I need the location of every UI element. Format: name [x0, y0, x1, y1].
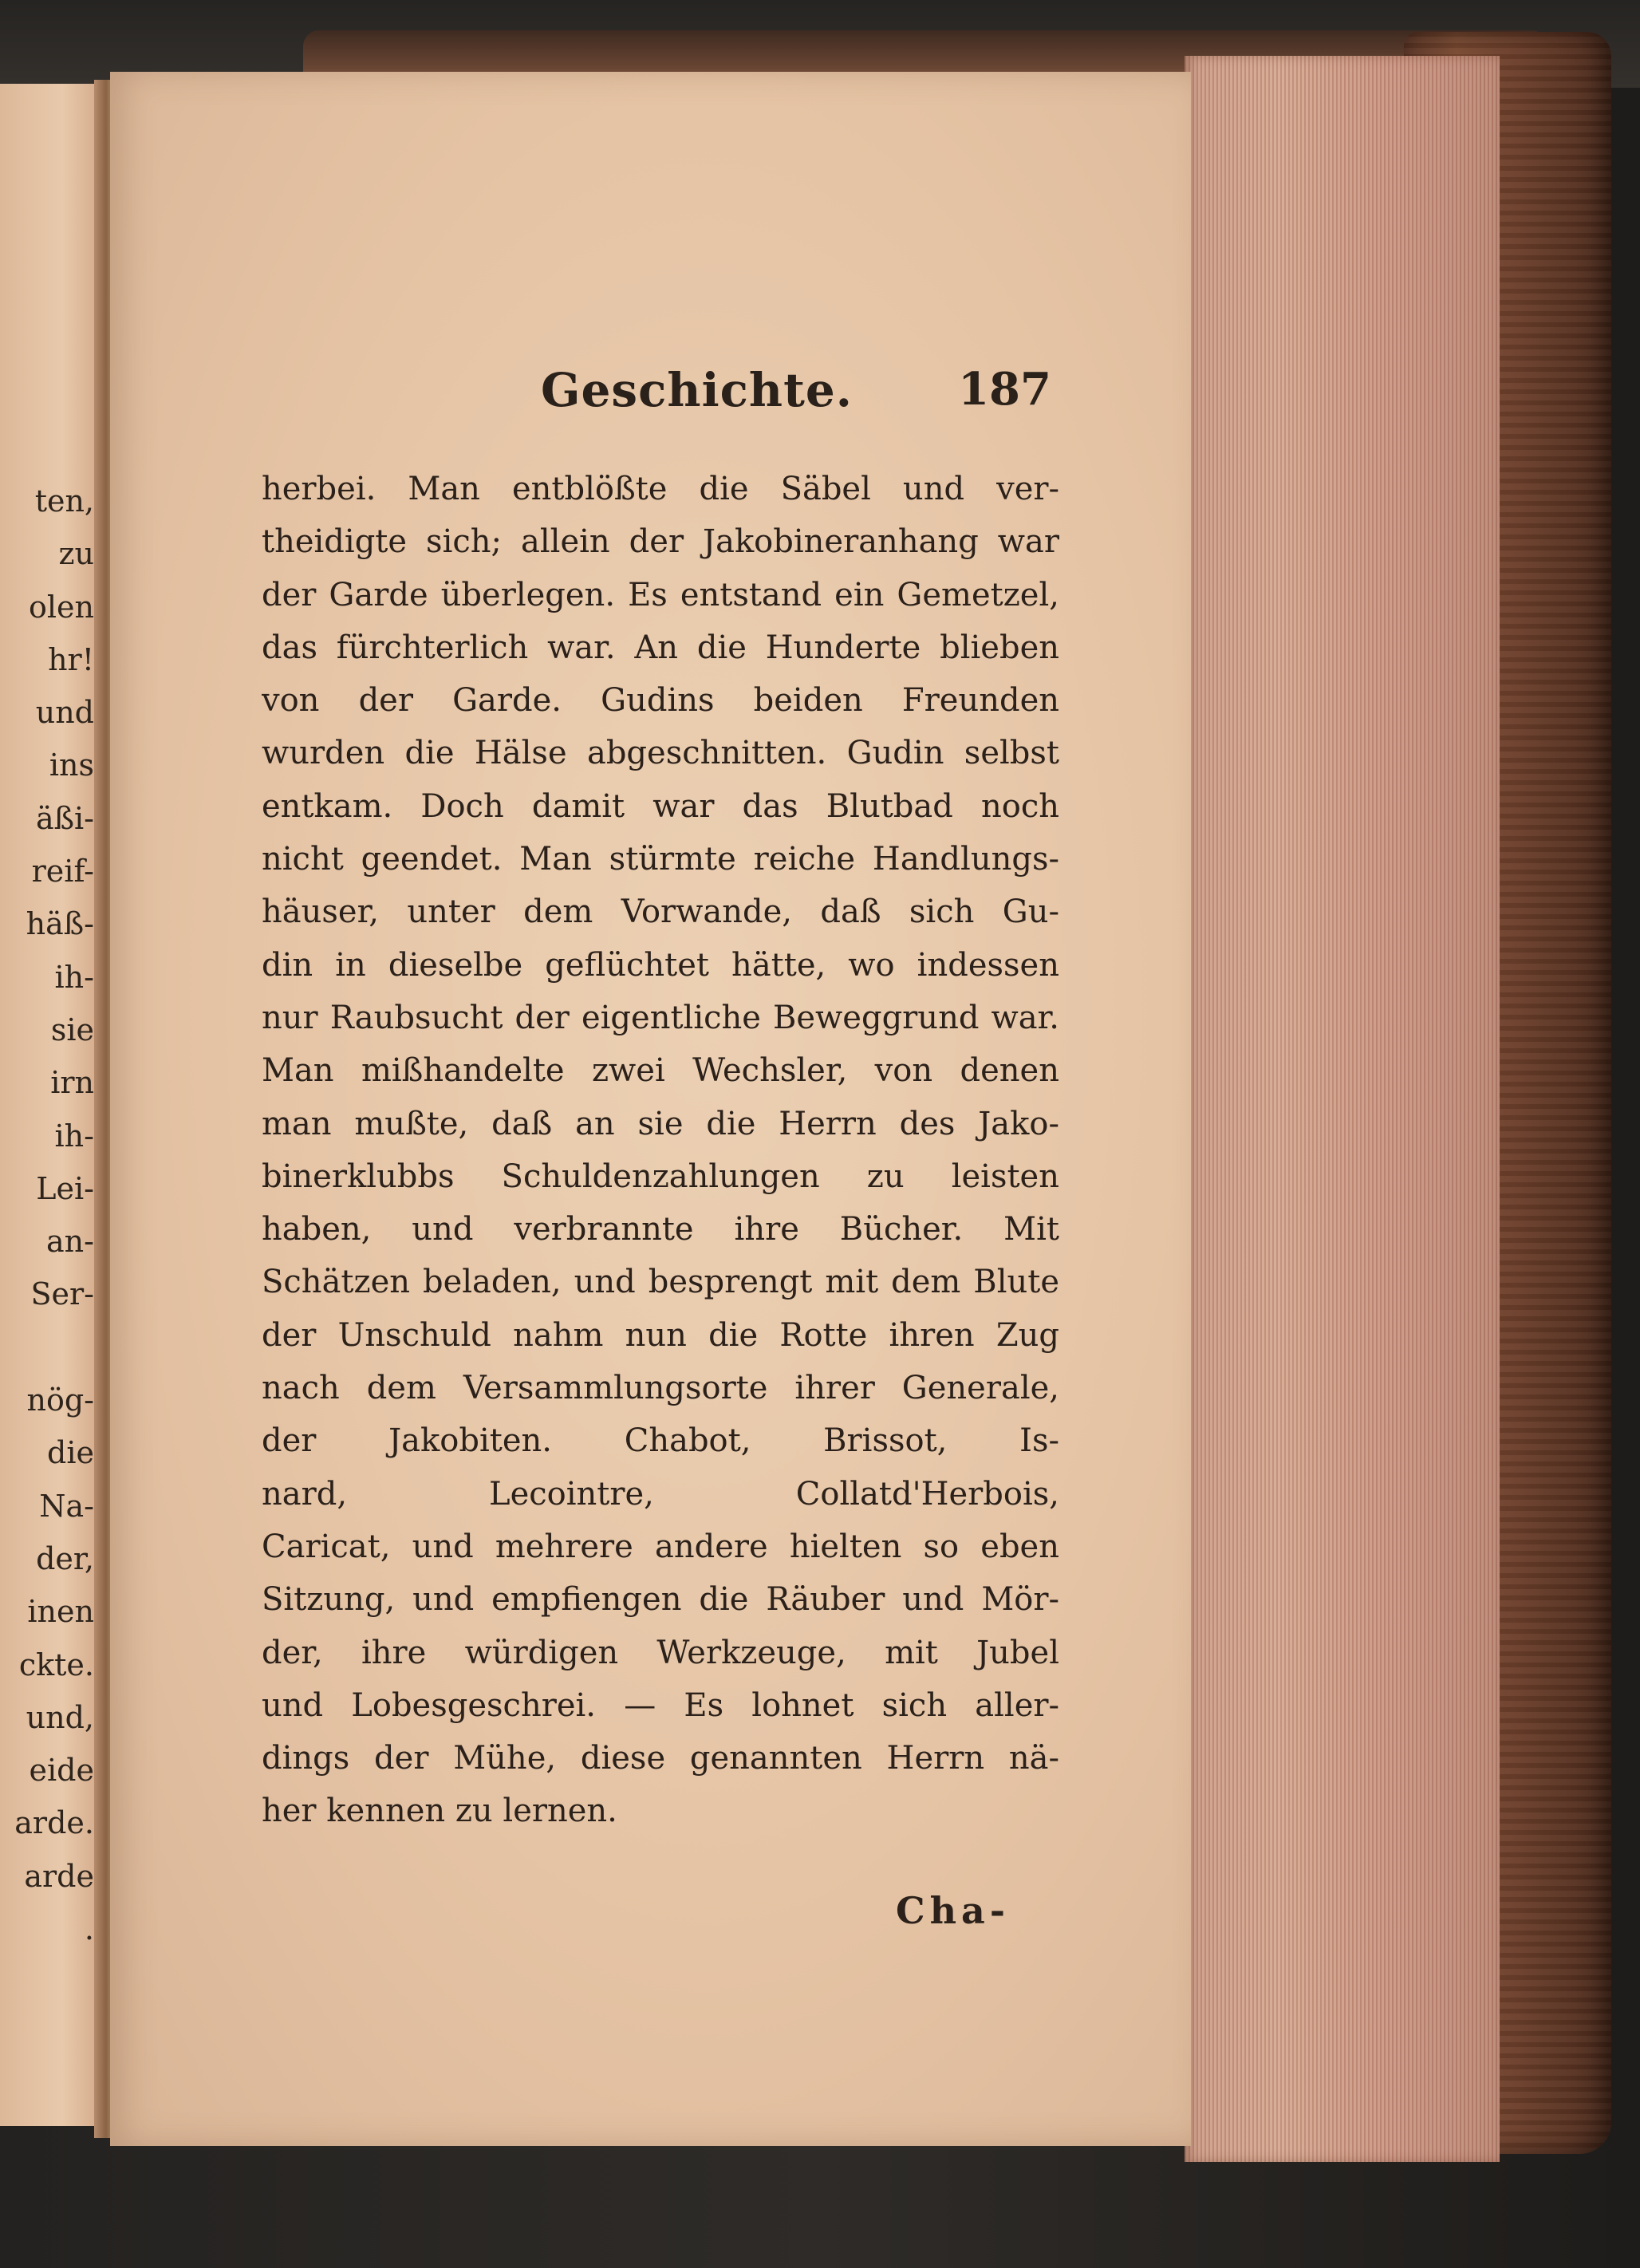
facing-line-end: arde.	[14, 1805, 94, 1841]
facing-line-end: der,	[36, 1540, 94, 1576]
text-line: theidigte sich; allein der Jakobineranhang war	[262, 523, 1059, 561]
page-fore-edge	[1185, 56, 1500, 2162]
facing-line-end: arde	[24, 1858, 94, 1894]
facing-line-end: hr!	[48, 641, 94, 677]
facing-line-end: und	[35, 695, 94, 731]
text-line: herbei. Man entblößte die Säbel und ver-	[262, 471, 1059, 507]
text-line: nicht geendet. Man stürmte reiche Handlungs-	[262, 841, 1059, 878]
text-line: Man mißhandelte zwei Wechsler, von denen	[262, 1052, 1059, 1090]
text-line: dings der Mühe, diese genannten Herrn nä-	[262, 1740, 1059, 1777]
facing-line-end: Na-	[39, 1488, 94, 1524]
text-line: nach dem Versammlungsorte ihrer Generale,	[262, 1370, 1059, 1407]
text-line: wurden die Hälse abgeschnitten. Gudin selbst	[262, 735, 1059, 772]
text-line: der Unschuld nahm nun die Rotte ihren Zug	[262, 1316, 1059, 1354]
text-line: haben, und verbrannte ihre Bücher. Mit	[262, 1211, 1059, 1248]
text-line: binerklubbs Schuldenzahlungen zu leisten	[262, 1158, 1059, 1195]
facing-page-line-ends	[0, 475, 94, 1955]
text-line: der, ihre würdigen Werkzeuge, mit Jubel	[262, 1634, 1059, 1671]
page-number: 187	[958, 363, 1051, 416]
facing-line-end: nög-	[26, 1382, 94, 1418]
text-line: nard, Lecointre, Collatd'Herbois,	[262, 1475, 1059, 1513]
text-line: der Jakobiten. Chabot, Brissot, Is-	[262, 1422, 1059, 1460]
text-line: Sitzung, und empfiengen die Räuber und Mör-	[262, 1581, 1059, 1619]
facing-line-end: häß-	[26, 906, 94, 942]
page-header	[541, 363, 1051, 427]
facing-line-end: sie	[50, 1012, 94, 1047]
facing-line-end: olen	[29, 589, 94, 625]
text-line: entkam. Doch damit war das Blutbad noch	[262, 787, 1059, 825]
facing-line-end: inen	[27, 1594, 94, 1630]
text-line: von der Garde. Gudins beiden Freunden	[262, 682, 1059, 720]
facing-line-end: an-	[46, 1224, 94, 1260]
facing-line-end: ih-	[54, 1118, 94, 1154]
body-text	[262, 463, 1059, 1838]
text-line: das fürchterlich war. An die Hunderte blieben	[262, 629, 1059, 666]
facing-line-end: eide	[29, 1753, 94, 1789]
text-line: Caricat, und mehrere andere hielten so eben	[262, 1528, 1059, 1565]
facing-line-end: .	[84, 1911, 94, 1947]
facing-line-end: Ser-	[30, 1276, 94, 1312]
facing-line-end: ten,	[34, 483, 94, 519]
text-line: der Garde überlegen. Es entstand ein Gemetzel,	[262, 576, 1059, 613]
text-line: häuser, unter dem Vorwande, daß sich Gu-	[262, 893, 1059, 931]
facing-line-end: und,	[26, 1699, 94, 1735]
facing-line-end: ckte.	[18, 1647, 94, 1682]
facing-line-end: zu	[58, 536, 94, 572]
facing-line-end	[0, 1321, 94, 1374]
facing-line-end: äßi-	[35, 800, 94, 836]
text-line: Schätzen beladen, und besprengt mit dem Blute	[262, 1264, 1059, 1301]
running-head: Geschichte.	[541, 363, 853, 417]
text-line: din in dieselbe geflüchtet hätte, wo indessen	[262, 946, 1059, 984]
text-line: man mußte, daß an sie die Herrn des Jako-	[262, 1105, 1059, 1142]
facing-line-end: die	[47, 1435, 94, 1471]
facing-line-end: irn	[50, 1065, 94, 1101]
facing-line-end: Lei-	[36, 1170, 94, 1206]
page	[110, 72, 1191, 2146]
text-line: und Lobesgeschrei. — Es lohnet sich aller-	[262, 1686, 1059, 1724]
facing-line-end: ih-	[54, 959, 94, 995]
catchword: Cha-	[896, 1889, 1010, 1932]
facing-line-end: ins	[49, 747, 94, 783]
text-line: nur Raubsucht der eigentliche Beweggrund war.	[262, 999, 1059, 1036]
facing-page	[0, 84, 104, 2126]
facing-line-end: reif-	[31, 854, 94, 889]
text-line: her kennen zu lernen.	[262, 1793, 617, 1830]
